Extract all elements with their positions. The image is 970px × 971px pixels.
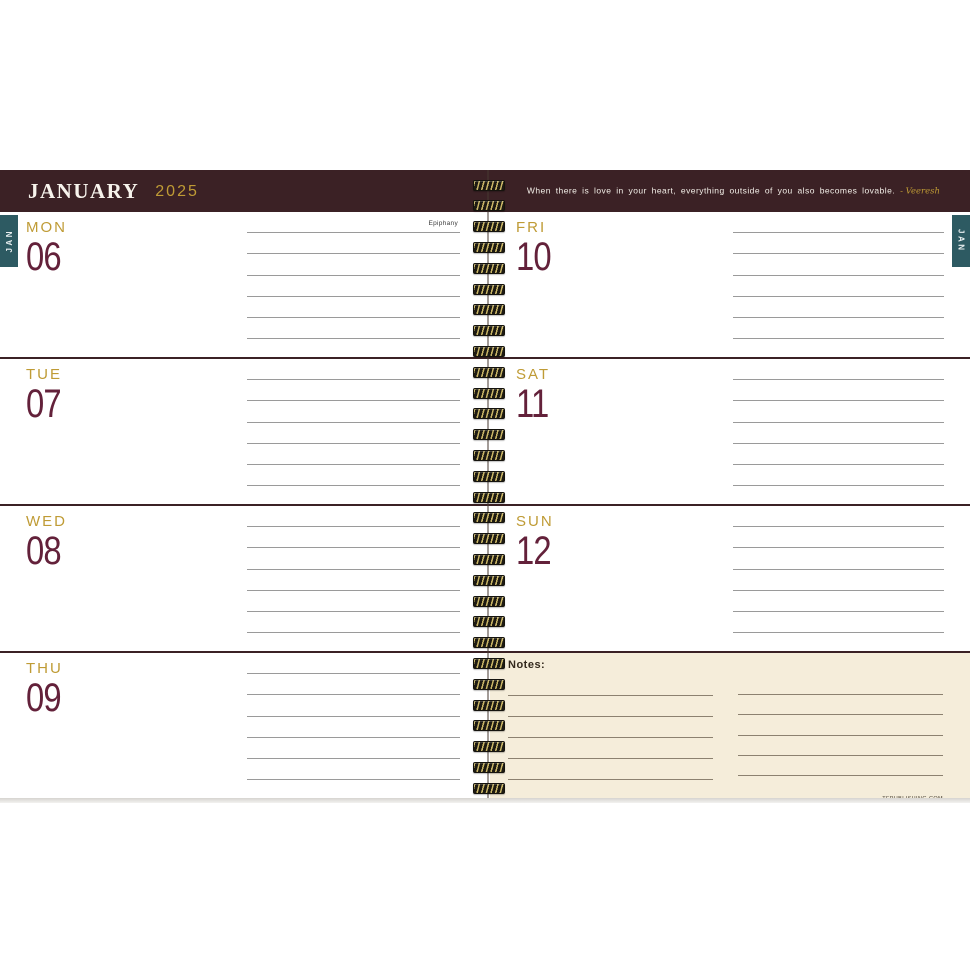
day-writing-lines [247,506,460,633]
binding-coil [473,533,505,544]
writing-line [247,254,460,275]
notes-label: Notes: [508,659,546,671]
day-writing-lines [733,506,944,633]
month-tab-right-label: JAN [956,229,966,253]
binding-coil [473,471,505,482]
binding-coil [473,242,505,253]
writing-line [247,506,460,527]
notes-section [490,653,970,798]
day-writing-lines [247,653,460,780]
writing-line [247,695,460,716]
binding-coil [473,658,505,669]
binding-coil [473,284,505,295]
notes-line [508,759,713,780]
day-cell-sat [490,359,970,504]
binding-coil [473,720,505,731]
binding-coil [473,325,505,336]
binding-coil [473,783,505,794]
binding-coil [473,200,505,211]
notes-line [738,715,943,735]
writing-line [247,444,460,465]
binding-coil [473,554,505,565]
day-head [26,660,69,720]
writing-line [247,423,460,444]
writing-line [733,359,944,380]
quote-attribution: - Veeresh [900,186,940,197]
binding-coil [473,741,505,752]
writing-line [247,318,460,339]
binding-coil [473,408,505,419]
month-title: JANUARY [28,178,140,203]
writing-line [733,297,944,318]
writing-line [733,570,944,591]
binding-coil [473,221,505,232]
binding-coil [473,263,505,274]
day-label: SAT [516,366,551,383]
writing-line [733,548,944,569]
writing-line [247,527,460,548]
binding-coil [473,575,505,586]
writing-line [733,591,944,612]
day-label: WED [26,513,67,530]
binding-coil [473,700,505,711]
day-cell-thu [0,653,488,798]
writing-line [733,444,944,465]
writing-line [247,465,460,486]
writing-line [247,401,460,422]
holiday-label: Epiphany [428,220,458,227]
writing-line [733,276,944,297]
writing-line [247,653,460,674]
notes-line [508,675,713,696]
writing-line [247,380,460,401]
day-date: 11 [516,382,549,426]
writing-line [247,717,460,738]
day-date: 10 [516,235,551,279]
day-label: FRI [516,219,547,236]
writing-line [733,233,944,254]
writing-line [733,254,944,275]
quote-text: When there is love in your heart, everything outside of you also becomes lovable. [526,185,896,196]
binding-coil [473,762,505,773]
binding-coil [473,616,505,627]
day-label: TUE [26,366,62,383]
day-writing-lines [733,212,944,339]
binding-coil [473,304,505,315]
writing-line [247,674,460,695]
notes-line [738,675,943,695]
notes-line [508,738,713,759]
day-date: 07 [26,382,61,426]
day-cell-wed [0,506,488,651]
day-label: THU [26,660,63,677]
weekly-spread [0,170,970,798]
day-head [516,513,559,573]
day-writing-lines [247,212,460,339]
writing-line [733,612,944,633]
day-writing-lines [247,359,460,486]
notes-line [508,717,713,738]
binding-coil [473,346,505,357]
notes-line [738,695,943,715]
page-bottom-edge [0,798,970,803]
writing-line [733,318,944,339]
binding-coil [473,637,505,648]
binding-coil [473,180,505,191]
writing-line [247,612,460,633]
binding-coil [473,450,505,461]
binding-coil [473,388,505,399]
writing-line [733,465,944,486]
day-head [26,513,69,573]
writing-line [733,212,944,233]
day-head [516,219,559,279]
notes-lines-left [508,675,713,801]
writing-line [247,297,460,318]
writing-line [247,570,460,591]
binding-coil [473,512,505,523]
writing-line [247,759,460,780]
day-cell-sun [490,506,970,651]
notes-line [738,736,943,756]
day-head [26,219,69,279]
day-date: 08 [26,529,61,573]
day-head [26,366,69,426]
writing-line [733,527,944,548]
day-writing-lines [733,359,944,486]
day-label: SUN [516,513,554,530]
day-cell-fri [490,212,970,357]
day-date: 06 [26,235,61,279]
day-cell-tue [0,359,488,504]
binding-coil [473,367,505,378]
binding-coil [473,596,505,607]
day-cell-mon [0,212,488,357]
year-label: 2025 [155,183,199,200]
writing-line [733,506,944,527]
writing-line [733,380,944,401]
day-head [516,366,556,426]
binding-coil [473,492,505,503]
day-date: 12 [516,529,551,573]
writing-line [247,233,460,254]
writing-line [733,401,944,422]
notes-lines-right [738,675,943,801]
writing-line [247,359,460,380]
quote-block [527,186,940,197]
notes-line [508,696,713,717]
writing-line [247,738,460,759]
day-label: MON [26,219,67,236]
binding-coil [473,679,505,690]
writing-line [247,548,460,569]
writing-line [247,276,460,297]
binding-coil [473,429,505,440]
writing-line [733,423,944,444]
notes-line [738,756,943,776]
writing-line [247,591,460,612]
month-tab-left-label: JAN [4,229,14,253]
day-date: 09 [26,676,61,720]
